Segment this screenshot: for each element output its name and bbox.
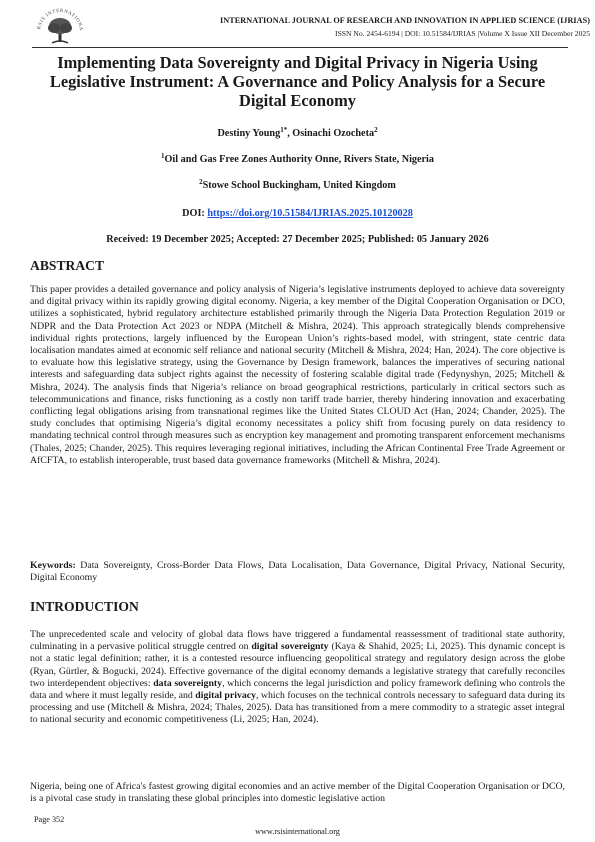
page-number: Page 352 <box>34 815 65 824</box>
author-2: Osinachi Ozocheta <box>292 128 375 139</box>
publication-dates: Received: 19 December 2025; Accepted: 27 December 2025; Published: 05 January 2026 <box>106 234 489 245</box>
logo-lettering: RSIS INTERNATIONA <box>37 8 84 32</box>
journal-header <box>24 6 590 48</box>
introduction-heading: INTRODUCTION <box>30 599 139 614</box>
abstract-body: This paper provides a detailed governance and policy analysis of Nigeria’s legislative instruments deployed to achieve data sovereignty and digital privacy within its rapidly growing digital economy. Nigeria, a key member of the Digital Cooperation Organisation or DCO, utilizes a sophisticated, hybrid regulatory architecture established primarily through the Nigeria Data Protection Regulation 2019 or NDPR and the Data Protection Act 2023 or NDPA (Mitchell & Mishra, 2024). This approach strategically blends comprehensive individual rights protections, largely influenced by the European Union’s rights-based model, with stringent, state centric data localisation mandates aimed at economic self reliance and national security (Mitchell & Mishra, 2024; Han, 2024). The core objective is to evaluate how this legislative strategy, using the Governance by Design framework, balances the imperatives of securing national interests and safeguarding data subject rights against the necessity of fostering scalable digital trade (Fedynyshyn, 2025; Mitchell & Mishra, 2024). The analysis finds that Nigeria’s reliance on broad geographical restrictions, particularly in critical sectors such as telecommunications and finance, risks functioning as a costly non tariff trade barrier, thereby hindering innovation and exacerbating conflicting legal obligations arising from transnational regimes like the United States CLOUD Act (Han, 2024; Chander, 2025). The study concludes that optimising Nigeria’s digital economy necessitates a policy shift from focusing purely on data residency to mandating technical control through measures such as encryption key management and promoting transparent enforcement mechanisms (Thales, 2025; Chander, 2025). This requires leveraging regional initiatives, including the African Continental Free Trade Agreement or AfCFTA, to establish interoperable, trust based data governance frameworks (Mitchell & Mishra, 2024). <box>30 284 565 466</box>
doi-link[interactable]: https://doi.org/10.51584/IJRIAS.2025.10120028 <box>207 208 413 219</box>
author-1-marker: 1* <box>280 126 288 134</box>
intro-p1-text-c: (Kaya & Shahid, 2025; Li, 2025). This dynamic concept is not a static legal definition; rather, it is a contested resource influencing geopolitical strategy and regulatory design across the globe (Ryan, Gürtler, & Bogucki, 2024). Effective governance of the digital economy demands a legislative strategy that carefully reconciles two interdependent objectives: <box>30 641 565 689</box>
author-1: Destiny Young <box>217 128 281 139</box>
doi-line <box>28 208 567 219</box>
paper-title: Implementing Data Sovereignty and Digital Privacy in Nigeria Using Legislative Instrument: A Governance and Policy Analysis for a Secure Digital Economy <box>49 53 546 110</box>
issn-line: ISSN No. 2454-6194 | DOI: 10.51584/IJRIAS |Volume X Issue XII December 2025 <box>335 29 590 38</box>
affiliation-1-text: Oil and Gas Free Zones Authority Onne, Rivers State, Nigeria <box>164 154 434 165</box>
header-divider <box>32 47 568 48</box>
doi-label: DOI: <box>182 208 208 219</box>
intro-p1-text-d: , which concerns the legal jurisdiction and policy framework defining who controls the data and where it must legally reside, and <box>30 677 565 702</box>
keywords-text: Data Sovereignty, Cross-Border Data Flows, Data Localisation, Data Governance, Digital Privacy, National Security, Digital Economy <box>30 560 565 584</box>
affiliation-1 <box>28 154 567 165</box>
author-2-marker: 2 <box>374 126 378 134</box>
affiliation-1-marker: 1 <box>161 152 165 160</box>
author-separator: , <box>287 128 293 139</box>
keywords <box>30 560 565 584</box>
rsis-tree-logo <box>32 6 88 50</box>
journal-name: INTERNATIONAL JOURNAL OF RESEARCH AND INNOVATION IN APPLIED SCIENCE (IJRIAS) <box>220 16 590 25</box>
introduction-paragraph-2: Nigeria, being one of Africa's fastest growing digital economies and an active member of the Digital Cooperation Organisation or DCO, is a pivotal case study in translating these global principles into domestic legislative action <box>30 781 565 805</box>
footer-website: www.rsisinternational.org <box>255 827 340 836</box>
intro-p1-text-a: The unprecedented scale and velocity of global data flows have triggered a fundamental reassessment of traditional state authority, culminating in a pervasive political struggle centred on <box>30 629 565 653</box>
affiliation-2-marker: 2 <box>199 178 203 186</box>
intro-p1-text-e: , which focuses on the technical controls necessary to safeguard data during its processing and use (Mitchell & Mishra, 2024; Thales, 2025). Data has transitioned from a mere commodity to a strategic asset integral to national security and economic competitiveness (Li, 2025; Han, 2024). <box>30 690 565 726</box>
affiliation-2 <box>28 180 567 191</box>
affiliation-2-text: Stowe School Buckingham, United Kingdom <box>202 180 396 191</box>
abstract-heading: ABSTRACT <box>30 258 105 273</box>
term-digital-privacy: digital privacy <box>195 690 256 702</box>
author-line <box>28 128 567 139</box>
keywords-label: Keywords: <box>30 560 76 571</box>
introduction-paragraph-1 <box>30 629 565 727</box>
term-data-sovereignty: data sovereignty <box>153 677 223 689</box>
term-digital-sovereignty: digital sovereignty <box>251 641 329 653</box>
